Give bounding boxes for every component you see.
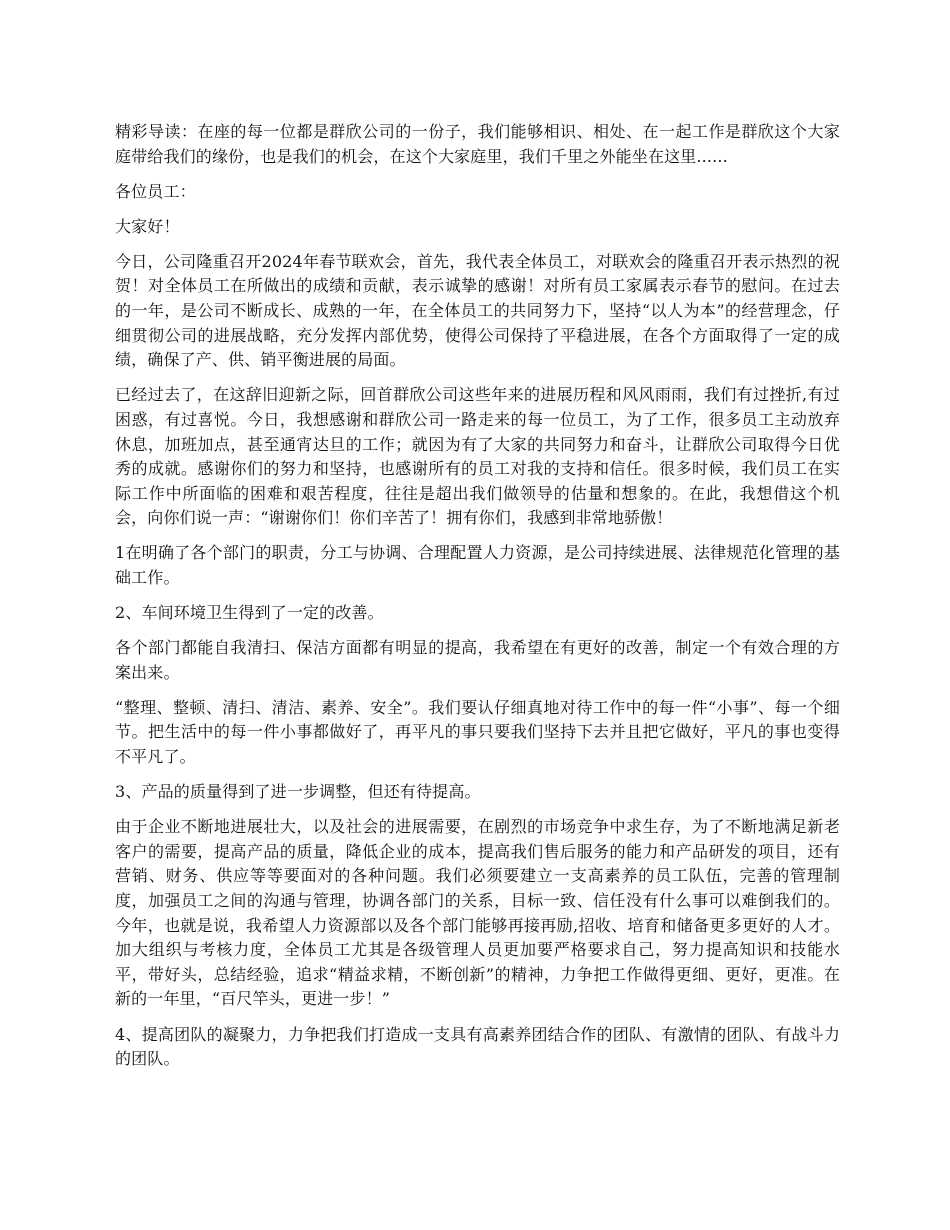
body-paragraph: “整理、整顿、清扫、清洁、素养、安全”。我们要认仔细真地对待工作中的每一件“小事”、每一个细节。把生活中的每一件小事都做好了，再平凡的事只要我们坚持下去并且把它做好，平凡的事也变得不平凡了。 (115, 697, 840, 767)
list-item-paragraph: 1在明确了各个部门的职责，分工与协调、合理配置人力资源，是公司持续进展、法律规范化管理的基础工作。 (115, 543, 840, 587)
body-paragraph: 各个部门都能自我清扫、保洁方面都有明显的提高，我希望在有更好的改善，制定一个有效合理的方案出来。 (115, 638, 840, 682)
intro-paragraph: 精彩导读：在座的每一位都是群欣公司的一份子，我们能够相识、相处、在一起工作是群欣这个大家庭带给我们的缘份，也是我们的机会，在这个大家庭里，我们千里之外能坐在这里...... (115, 122, 840, 166)
body-paragraph: 今日，公司隆重召开2024年春节联欢会，首先，我代表全体员工，对联欢会的隆重召开表示热烈的祝贺！对全体员工在所做出的成绩和贡献，表示诚挚的感谢！对所有员工家属表示春节的慰问。在过去的一年，是公司不断成长、成熟的一年，在全体员工的共同努力下，坚持“以人为本”的经营理念，仔细贯彻公司的进展战略，充分发挥内部优势，使得公司保持了平稳进展，在各个方面取得了一定的成绩，确保了产、供、销平衡进展的局面。 (115, 251, 840, 370)
list-item-paragraph: 3、产品的质量得到了进一步调整，但还有待提高。 (115, 782, 481, 802)
body-paragraph: 由于企业不断地进展壮大，以及社会的进展需要，在剧烈的市场竞争中求生存，为了不断地满足新老客户的需要，提高产品的质量，降低企业的成本，提高我们售后服务的能力和产品研发的项目，还有营销、财务、供应等等要面对的各种问题。我们必须要建立一支高素养的员工队伍，完善的管理制度，加强员工之间的沟通与管理，协调各部门的关系，目标一致、信任没有什么事可以难倒我们的。今年，也就是说，我希望人力资源部以及各个部门能够再接再励,招收、培育和储备更多更好的人才。加大组织与考核力度，全体员工尤其是各级管理人员更加要严格要求自己，努力提高知识和技能水平，带好头，总结经验，追求“精益求精，不断创新”的精神，力争把工作做得更细、更好，更准。在新的一年里，“百尺竿头，更进一步！” (115, 817, 840, 1009)
salutation: 各位员工： (115, 181, 196, 201)
greeting: 大家好！ (115, 216, 180, 236)
document-body (115, 120, 840, 1082)
list-item-paragraph: 4、提高团队的凝聚力，力争把我们打造成一支具有高素养团结合作的团队、有激情的团队、有战斗力的团队。 (115, 1024, 840, 1069)
list-item-paragraph: 2、车间环境卫生得到了一定的改善。 (115, 603, 384, 623)
body-paragraph: 已经过去了，在这辞旧迎新之际，回首群欣公司这些年来的进展历程和风风雨雨，我们有过挫折,有过困惑，有过喜悦。今日，我想感谢和群欣公司一路走来的每一位员工，为了工作，很多员工主动放弃休息，加班加点，甚至通宵达旦的工作；就因为有了大家的共同努力和奋斗，让群欣公司取得今日优秀的成就。感谢你们的努力和坚持，也感谢所有的员工对我的支持和信任。很多时候，我们员工在实际工作中所面临的困难和艰苦程度，往往是超出我们做领导的估量和想象的。在此，我想借这个机会，向你们说一声：“谢谢你们！你们辛苦了！拥有你们，我感到非常地骄傲！ (115, 385, 840, 528)
